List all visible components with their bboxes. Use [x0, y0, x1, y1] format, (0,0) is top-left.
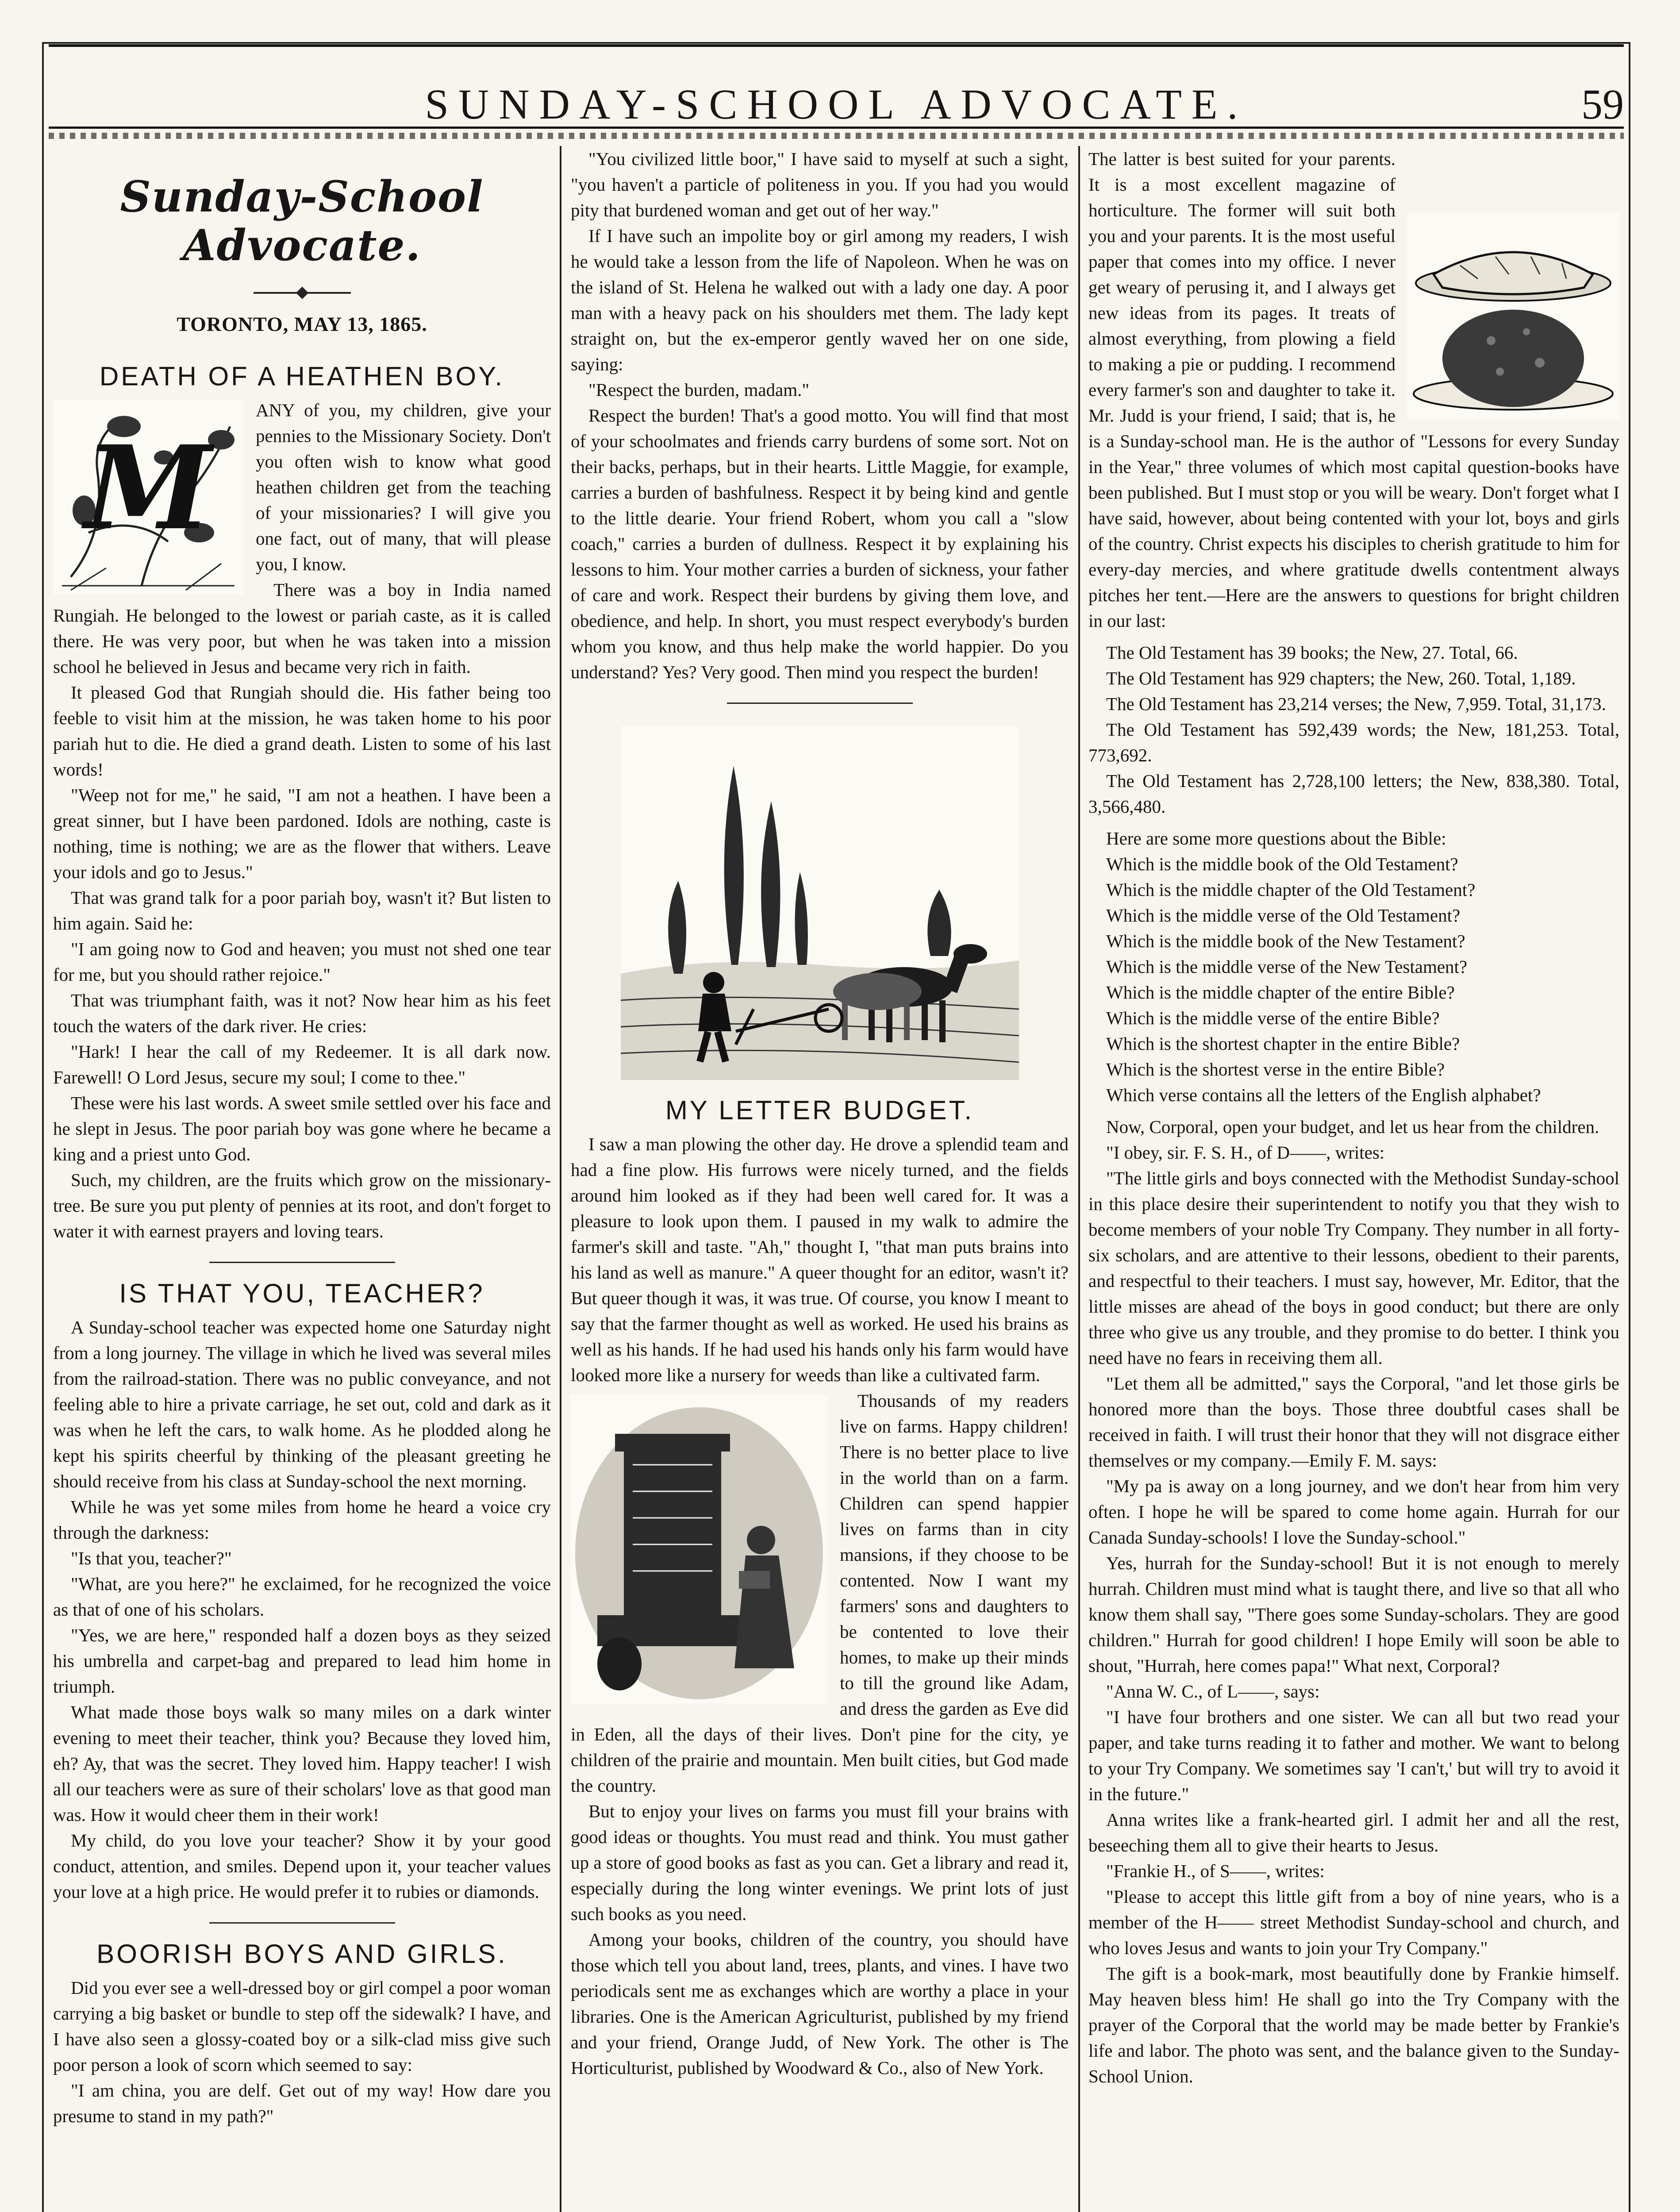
- paragraph: Among your books, children of the country, you should have those which tell you about land, trees, plants, and vines. I have two periodicals sent me as exchanges which are worthy a place in your libraries. One is the American Agriculturist, published by my friend and your friend, Orange Judd, of New York. The other is The Horticulturist, published by Woodward & Co., also of New York.: [571, 1929, 1069, 2078]
- answer-line: The Old Testament has 592,439 words; the New, 181,253. Total, 773,692.: [1088, 719, 1619, 765]
- paragraph: "Frankie H., of S——, writes:: [1106, 1861, 1325, 1881]
- paragraph: "Is that you, teacher?": [71, 1548, 232, 1568]
- section-rule: [209, 1262, 395, 1263]
- paragraph: "Please to accept this little gift from a boy of nine years, who is a member of the H—— street Methodist Sunday-school and church, and who loves Jesus and wants to join your Try Company.": [1088, 1886, 1619, 1958]
- paragraph: My child, do you love your teacher? Show it by your good conduct, attention, and smiles. Depend upon it, your teacher values your love at a high price. He would prefer it to rubies or diamonds.: [53, 1830, 551, 1902]
- pie-and-pudding-image: [1407, 212, 1619, 420]
- column-1: [53, 146, 551, 2212]
- plowing-illustration: [621, 726, 1019, 1080]
- paragraph: Anna writes like a frank-hearted girl. I admit her and all the rest, beseeching them all to give their hearts to Jesus.: [1088, 1809, 1619, 1855]
- question-line: Which is the middle chapter of the entire Bible?: [1106, 982, 1455, 1002]
- question-line: Which is the shortest chapter in the entire Bible?: [1106, 1033, 1460, 1054]
- paragraph: Now, Corporal, open your budget, and let us hear from the children.: [1106, 1117, 1599, 1137]
- paragraph: But to enjoy your lives on farms you must fill your brains with good ideas or thoughts. You must read and think. You must gather up a store of good books as fast as you can. Get a library and read it, especially during the long winter evenings. We print lots of just such books as you need.: [571, 1801, 1069, 1924]
- paragraph: Here are some more questions about the Bible:: [1106, 828, 1446, 849]
- paragraph: Yes, hurrah for the Sunday-school! But it is not enough to merely hurrah. Children must mind what is taught there, and live so that all who know them shall say, "There goes some Sunday-scholars. They are good children." Hurrah for good children! I hope Emily will soon be able to shout, "Hurrah, here comes papa!" What next, Corporal?: [1088, 1553, 1619, 1676]
- paragraph: Such, my children, are the fruits which grow on the missionary-tree. Be sure you put plenty of pennies at its root, and don't forget to water it with earnest prayers and loving tears.: [53, 1170, 551, 1241]
- question-line: Which is the middle book of the Old Testament?: [1106, 854, 1458, 874]
- answer-line: The Old Testament has 929 chapters; the New, 260. Total, 1,189.: [1106, 668, 1576, 688]
- column-2: [571, 146, 1069, 2212]
- girl-at-well-image: [571, 1394, 827, 1704]
- paragraph: "I am going now to God and heaven; you must not shed one tear for me, but you should rather rejoice.": [53, 939, 551, 985]
- paragraph: What made those boys walk so many miles on a dark winter evening to meet their teacher, think you? Because they loved him, eh? Ay, that was the secret. They loved him. Happy teacher! I wish all our teachers were as sure of their scholars' love as that good man was. How it would cheer them in their work!: [53, 1702, 551, 1825]
- question-line: Which is the middle book of the New Testament?: [1106, 931, 1465, 951]
- article-heading: DEATH OF A HEATHEN BOY.: [99, 361, 505, 391]
- column-3: [1088, 146, 1619, 2212]
- question-line: Which verse contains all the letters of the English alphabet?: [1106, 1085, 1541, 1105]
- paragraph: "Yes, we are here," responded half a dozen boys as they seized his umbrella and carpet-bag and prepared to lead him home in triumph.: [53, 1625, 551, 1697]
- paragraph: I saw a man plowing the other day. He drove a splendid team and had a fine plow. His furrows were nicely turned, and the fields around him looked as if they had been well cared for. It was a pleasure to look upon them. I paused in my walk to admire the farmer's skill and taste. "Ah," thought I, "that man puts brains into his land as well as manure." A queer thought for an editor, wasn't it? But queer though it was, it was true. Of course, you know I meant to say that the farmer thought as well as worked. He used his brains as well as his hands. If he had used his hands only his farm would have looked more like a nursery for weeds than like a cultivated farm.: [571, 1134, 1069, 1385]
- paragraph: These were his last words. A sweet smile settled over his face and he slept in Jesus. The poor pariah boy was gone where he became a king and a priest unto God.: [53, 1093, 551, 1164]
- pie-and-pudding-illustration: [1407, 212, 1619, 420]
- paragraph: The latter is best suited for your parents. It is a most excellent magazine of horticulture. The former will suit both you and your parents. It is the most useful paper that comes into my office. I never get weary of perusing it, and I always get new ideas from its pages. It treats of almost everything, from plowing a field to making a pie or pudding. I recommend every farmer's son and daughter to take it. Mr. Judd is your friend, I said; that is, he is a Sunday-school man. He is the author of "Lessons for every Sunday in the Year," three volumes of which most capital question-books have been published. But I must stop or you will be weary. Don't forget what I have said, however, about being contented with your lot, boys and girls of the country. Christ expects his disciples to cherish gratitude to him for every-day mercies, and where gratitude dwells contentment always pitches her tent.—Here are the answers to questions for bright children in our last:: [1088, 149, 1619, 631]
- paragraph: Did you ever see a well-dressed boy or girl compel a poor woman carrying a big basket or bundle to step off the sidewalk? I have, and I have also seen a glossy-coated boy or a silk-clad miss give such poor person a look of scorn which seemed to say:: [53, 1978, 551, 2075]
- answer-line: The Old Testament has 2,728,100 letters; the New, 838,380. Total, 3,566,480.: [1088, 771, 1619, 817]
- paragraph: That was triumphant faith, was it not? Now hear him as his feet touch the waters of the dark river. He cries:: [53, 990, 551, 1036]
- paragraph: "My pa is away on a long journey, and we don't hear from him very often. I hope he will be spared to come home again. Hurrah for our Canada Sunday-schools! I love the Sunday-school.": [1088, 1476, 1619, 1548]
- paragraph: "I have four brothers and one sister. We can all but two read your paper, and take turns reading it to father and mother. We want to belong to your Try Company. We sometimes say 'I can't,' but will try to avoid it in the future.": [1088, 1707, 1619, 1804]
- masthead-ornament-rule: [49, 133, 1624, 139]
- paragraph: It pleased God that Rungiah should die. His father being too feeble to visit him at the mission, he was taken home to his poor pariah hut to die. He died a grand death. Listen to some of his last words!: [53, 682, 551, 780]
- paragraph: "Respect the burden, madam.": [588, 380, 810, 400]
- article-heading: IS THAT YOU, TEACHER?: [119, 1279, 485, 1308]
- paragraph: "Let them all be admitted," says the Corporal, "and let those girls be honored more than the boys. Those three doubtful cases shall be received in faith. I will trust their honor that they will not disgrace either themselves or my company.—Emily F. M. says:: [1088, 1373, 1619, 1471]
- paragraph: "Weep not for me," he said, "I am not a heathen. I have been a great sinner, but I have been pardoned. Idols are nothing, caste is nothing, time is nothing; we are as the flower that withers. Leave your idols and go to Jesus.": [53, 785, 551, 882]
- column-divider: [560, 146, 561, 2212]
- dateline: TORONTO, MAY 13, 1865.: [177, 313, 427, 335]
- question-line: Which is the middle chapter of the Old Testament?: [1106, 879, 1476, 900]
- question-line: Which is the middle verse of the New Testament?: [1106, 956, 1468, 977]
- top-rule: [49, 44, 1624, 47]
- masthead-rule: [49, 127, 1624, 129]
- question-line: Which is the middle verse of the Old Testament?: [1106, 905, 1461, 926]
- paragraph: Respect the burden! That's a good motto. You will find that most of your schoolmates and friends carry burdens of some sort. Not on their backs, perhaps, but in their hearts. Little Maggie, for example, carries a burden of bashfulness. Respect it by being kind and gentle to the little dearie. Your friend Robert, whom you call a "slow coach," carries a burden of dullness. Respect it by explaining his lessons to him. Your mother carries a burden of sickness, your father of care and work. Respect their burdens by giving them love, and obedience, and help. In short, you must respect everybody's burden whom you know, and thus help make the world happier. Do you understand? Yes? Very good. Then mind you respect the burden!: [571, 405, 1069, 682]
- floral-initial-image: [53, 400, 243, 595]
- nameplate: Sunday-School Advocate.: [120, 172, 484, 270]
- ornament-rule: [254, 292, 351, 294]
- paragraph: While he was yet some miles from home he heard a voice cry through the darkness:: [53, 1497, 551, 1543]
- paragraph: "I am china, you are delf. Get out of my way! How dare you presume to stand in my path?": [53, 2080, 551, 2126]
- paragraph: "You civilized little boor," I have said to myself at such a sight, "you haven't a particle of politeness in you. If you had you would pity that burdened woman and get out of her way.": [571, 149, 1069, 220]
- paragraph: "I obey, sir. F. S. H., of D——, writes:: [1106, 1142, 1385, 1163]
- plowing-scene-image: [621, 726, 1019, 1080]
- paragraph: "Anna W. C., of L——, says:: [1106, 1681, 1320, 1701]
- paragraph: If I have such an impolite boy or girl among my readers, I wish he would take a lesson from the life of Napoleon. When he was on the island of St. Helena he walked out with a lady one day. A poor man with a heavy pack on his shoulders met them. The lady kept straight on, but the ex-emperor gently waved her on one side, saying:: [571, 226, 1069, 374]
- paragraph: Thousands of my readers live on farms. Happy children! There is no better place to live in the world than on a farm. Children can spend happier lives on farms than in city mansions, if they choose to be contented. Now I want my farmers' sons and daughters to be contented to love their homes, to make up their minds to till the ground like Adam, and dress the garden as Eve did in Eden, all the days of their lives. Don't pine for the city, ye children of the prairie and mountain. Men built cities, but God made the country.: [571, 1390, 1069, 1796]
- answer-line: The Old Testament has 39 books; the New, 27. Total, 66.: [1106, 642, 1518, 663]
- column-divider: [1078, 146, 1080, 2212]
- section-rule: [727, 703, 913, 704]
- floral-initial-illustration: [53, 400, 243, 595]
- masthead-title: SUNDAY-SCHOOL ADVOCATE.: [425, 81, 1248, 128]
- section-rule: [209, 1922, 395, 1924]
- paragraph: There was a boy in India named Rungiah. He belonged to the lowest or pariah caste, as it is called there. He was very poor, but when he was taken into a mission school he believed in Jesus and became very rich in faith.: [53, 580, 551, 677]
- paragraph: The gift is a book-mark, most beautifully done by Frankie himself. May heaven bless him! He shall go into the Try Company with the prayer of the Corporal that the world may be made better by Frankie's life and labor. The photo was sent, and the balance given to the Sunday-School Union.: [1088, 1963, 1619, 2086]
- question-line: Which is the middle verse of the entire Bible?: [1106, 1008, 1440, 1028]
- svg-text:M: M: [85, 421, 212, 556]
- masthead: [49, 66, 1624, 128]
- paragraph: ANY of you, my children, give your pennies to the Missionary Society. Don't you often wish to know what good heathen children get from the teaching of your missionaries? I will give you one fact, out of many, that will please you, I know.: [256, 400, 551, 574]
- paragraph: "What, are you here?" he exclaimed, for he recognized the voice as that of one of his scholars.: [53, 1574, 551, 1620]
- paragraph: "Hark! I hear the call of my Redeemer. It is all dark now. Farewell! O Lord Jesus, secure my soul; I come to thee.": [53, 1041, 551, 1087]
- page-number: 59: [1581, 81, 1624, 128]
- question-line: Which is the shortest verse in the entire Bible?: [1106, 1059, 1445, 1079]
- farm-girl-illustration: [571, 1394, 827, 1704]
- article-heading: BOORISH BOYS AND GIRLS.: [96, 1939, 507, 1969]
- paragraph: A Sunday-school teacher was expected home one Saturday night from a long journey. The village in which he lived was several miles from the railroad-station. There was no public conveyance, and not feeling able to hire a private carriage, he set out, cold and dark as it was when he left the cars, to walk home. As he plodded along he kept his spirits cheerful by thinking of the pleasant greeting he should receive from his class at Sunday-school the next morning.: [53, 1317, 551, 1491]
- answer-line: The Old Testament has 23,214 verses; the New, 7,959. Total, 31,173.: [1106, 694, 1606, 714]
- article-heading: MY LETTER BUDGET.: [665, 1095, 974, 1125]
- paragraph: That was grand talk for a poor pariah boy, wasn't it? But listen to him again. Said he:: [53, 887, 551, 933]
- paragraph: "The little girls and boys connected with the Methodist Sunday-school in this place desire their superintendent to notify you that they wish to become members of your noble Try Company. They number in all forty-six scholars, and are attentive to their lessons, obedient to their parents, and respectful to their teachers. I must say, however, Mr. Editor, that the little misses are ahead of the boys in good conduct; but there are only three who give us any trouble, and they promise to do better. I think you need have no fears in receiving them all.: [1088, 1168, 1619, 1368]
